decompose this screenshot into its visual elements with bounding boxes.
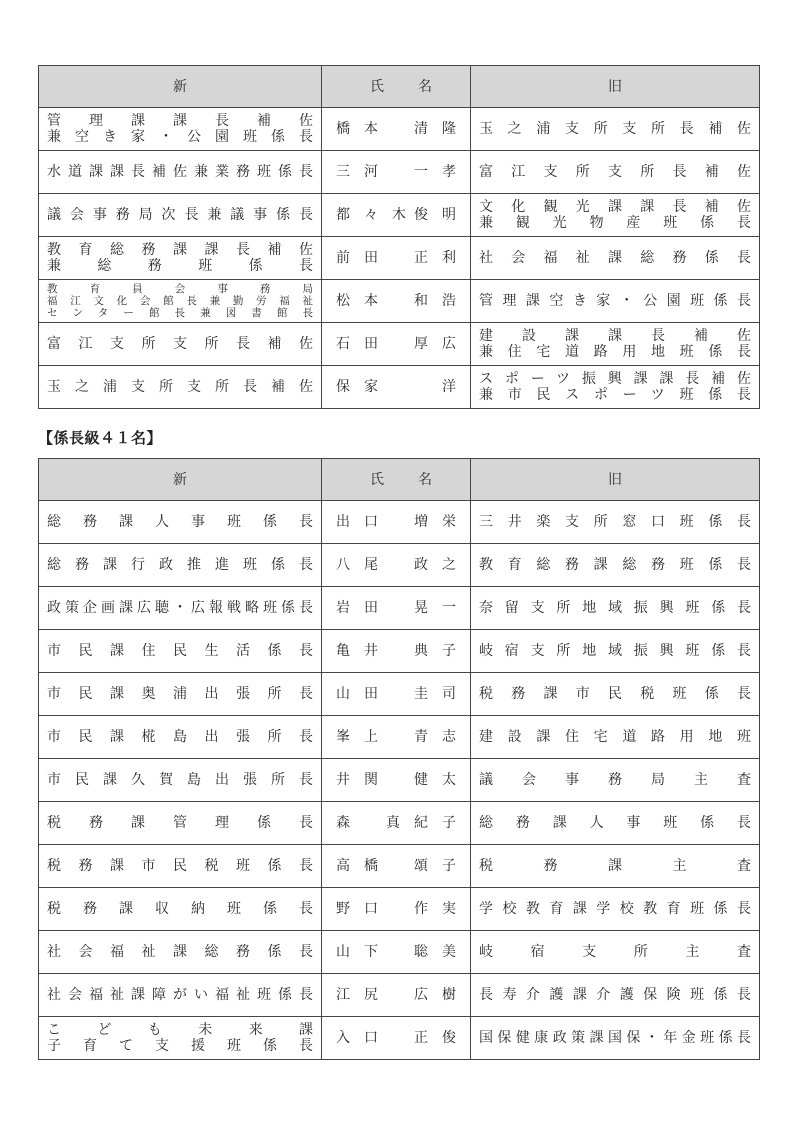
table-row [39,194,760,237]
old-position-line: 議会事務局主査 [479,772,751,788]
old-position-line: 教育総務課総務班係長 [479,557,751,573]
new-position [39,587,322,630]
person-name [322,501,471,544]
old-position-line: 建設課住宅道路用地班 [479,729,751,745]
section-title: 【係長級４１名】 [38,429,163,447]
old-position-line: 三井楽支所窓口班係長 [479,514,751,530]
new-position-line: 税務課市民税班係長 [47,858,313,874]
header-name: 氏 名 [322,459,471,501]
old-position [471,1017,760,1060]
given: 聡 美 [414,944,456,960]
new-position [39,716,322,759]
table-row [39,323,760,366]
new-position-line: 総務課人事班係長 [47,514,313,530]
new-position-line: 市民課久賀島出張所長 [47,772,313,788]
old-position-line: 税務課主査 [479,858,751,874]
old-position-line: 岐宿支所地域振興班係長 [479,643,751,659]
table-row [39,888,760,931]
person-name [322,587,471,630]
new-position [39,151,322,194]
surname: 高 橋 [336,858,378,874]
surname: 岩 田 [336,600,378,616]
surname: 野 口 [336,901,378,917]
new-position [39,544,322,587]
old-position [471,630,760,673]
new-position [39,630,322,673]
table-row [39,716,760,759]
person-name [322,366,471,409]
person-name [322,108,471,151]
old-position [471,888,760,931]
surname: 三 河 [336,164,378,180]
header-new: 新 [39,459,322,501]
person-name [322,323,471,366]
given: 清 隆 [414,121,456,137]
old-position [471,366,760,409]
old-position-line: スポーツ振興課課長補佐 [479,371,751,387]
old-position-line: 玉之浦支所支所長補佐 [479,121,751,137]
table-row [39,630,760,673]
header-row [39,459,760,501]
old-position [471,802,760,845]
person-name [322,237,471,280]
surname: 入 口 [336,1030,378,1046]
surname: 江 尻 [336,987,378,1003]
old-position-line: 富江支所支所長補佐 [479,164,751,180]
new-position [39,237,322,280]
old-position [471,587,760,630]
new-position-line: 兼空き家・公園班係長 [47,129,313,145]
new-position-line: 管理課課長補佐 [47,113,313,129]
person-name [322,974,471,1017]
new-position-line: 議会事務局次長兼議事係長 [47,207,313,223]
old-position [471,673,760,716]
new-position-line: 福江文化会館長兼勤労福祉 [47,295,313,307]
given: 晃 一 [414,600,456,616]
new-position-line: 税務課管理係長 [47,815,313,831]
old-position-line: 岐宿支所主査 [479,944,751,960]
surname: 石 田 [336,336,378,352]
person-name [322,716,471,759]
old-position-line: 管理課空き家・公園班係長 [479,293,751,309]
new-position [39,501,322,544]
header-old: 旧 [471,459,760,501]
given: 青 志 [414,729,456,745]
header-new: 新 [39,66,322,108]
old-position [471,931,760,974]
old-position-line: 奈留支所地域振興班係長 [479,600,751,616]
table-row [39,151,760,194]
new-position-line: 兼総務班係長 [47,258,313,274]
person-name [322,673,471,716]
old-position [471,108,760,151]
new-position-line: 玉之浦支所支所長補佐 [47,379,313,395]
given: 典 子 [414,643,456,659]
new-position-line: 社会福祉課障がい福祉班係長 [47,987,313,1003]
new-position [39,1017,322,1060]
old-position-line: 国保健康政策課国保・年金班係長 [479,1030,751,1046]
given: 政 之 [414,557,456,573]
old-position [471,323,760,366]
given: 作 実 [414,901,456,917]
surname: 山 下 [336,944,378,960]
person-name [322,931,471,974]
given: 増 栄 [414,514,456,530]
table-row [39,587,760,630]
given: 頌 子 [414,858,456,874]
table-row [39,931,760,974]
given: 真 紀 子 [386,815,456,831]
person-name [322,630,471,673]
old-position [471,194,760,237]
old-position-line: 建設課課長補佐 [479,328,751,344]
given: 洋 [442,379,456,395]
given: 健 太 [414,772,456,788]
new-position-line: こども未来課 [47,1022,313,1038]
new-position [39,974,322,1017]
old-position-line: 文化観光課課長補佐 [479,199,751,215]
surname: 橋 本 [336,121,378,137]
new-position-line: 市民課奥浦出張所長 [47,686,313,702]
table-row [39,974,760,1017]
header-old: 旧 [471,66,760,108]
new-position [39,280,322,323]
old-position [471,716,760,759]
given: 圭 司 [414,686,456,702]
old-position-line: 兼観光物産班係長 [479,215,751,231]
new-position-line: 教育員会事務局 [47,283,313,295]
surname: 都 々 木 [336,207,406,223]
old-position-line: 長寿介護課介護保険班係長 [479,987,751,1003]
personnel-table-top [38,65,760,409]
person-name [322,802,471,845]
person-name [322,845,471,888]
table-row [39,759,760,802]
table-row [39,845,760,888]
old-position-line: 総務課人事班係長 [479,815,751,831]
table-row [39,108,760,151]
given: 正 利 [414,250,456,266]
surname: 八 尾 [336,557,378,573]
given: 正 俊 [414,1030,456,1046]
old-position [471,544,760,587]
new-position-line: 富江支所支所長補佐 [47,336,313,352]
new-position [39,366,322,409]
new-position [39,323,322,366]
new-position-line: 政策企画課広聴・広報戦略班係長 [47,600,313,616]
new-position [39,888,322,931]
new-position [39,673,322,716]
surname: 前 田 [336,250,378,266]
old-position [471,501,760,544]
surname: 松 本 [336,293,378,309]
person-name [322,280,471,323]
new-position-line: 市民課住民生活係長 [47,643,313,659]
header-name: 氏 名 [322,66,471,108]
person-name [322,759,471,802]
old-position-line: 税務課市民税班係長 [479,686,751,702]
new-position-line: 社会福祉課総務係長 [47,944,313,960]
new-position [39,802,322,845]
new-position [39,194,322,237]
person-name [322,151,471,194]
person-name [322,544,471,587]
old-position-line: 学校教育課学校教育班係長 [479,901,751,917]
old-position [471,845,760,888]
old-position-line: 兼市民スポーツ班係長 [479,387,751,403]
table-row [39,366,760,409]
old-position [471,974,760,1017]
new-position-line: 税務課収納班係長 [47,901,313,917]
person-name [322,194,471,237]
table-row [39,673,760,716]
person-name [322,888,471,931]
old-position [471,759,760,802]
table-row [39,544,760,587]
new-position [39,108,322,151]
new-position-line: 市民課椛島出張所長 [47,729,313,745]
new-position-line: 水道課課長補佐兼業務班係長 [47,164,313,180]
new-position-line: センター館長兼図書館長 [47,307,313,319]
given: 厚 広 [414,336,456,352]
new-position-line: 子育て支援班係長 [47,1038,313,1054]
surname: 森 [336,815,350,831]
given: 和 浩 [414,293,456,309]
personnel-table-bottom [38,458,760,1060]
given: 一 孝 [414,164,456,180]
old-position-line: 社会福祉課総務係長 [479,250,751,266]
table-row [39,501,760,544]
old-position [471,151,760,194]
surname: 峯 上 [336,729,378,745]
new-position [39,931,322,974]
table-row [39,237,760,280]
new-position [39,845,322,888]
table-row [39,802,760,845]
surname: 亀 井 [336,643,378,659]
surname: 保 家 [336,379,378,395]
surname: 出 口 [336,514,378,530]
surname: 山 田 [336,686,378,702]
new-position-line: 教育総務課課長補佐 [47,242,313,258]
old-position [471,280,760,323]
given: 広 樹 [414,987,456,1003]
old-position-line: 兼住宅道路用地班係長 [479,344,751,360]
person-name [322,1017,471,1060]
new-position [39,759,322,802]
surname: 井 関 [336,772,378,788]
table-row [39,1017,760,1060]
new-position-line: 総務課行政推進班係長 [47,557,313,573]
header-row [39,66,760,108]
table-row [39,280,760,323]
old-position [471,237,760,280]
given: 俊 明 [414,207,456,223]
